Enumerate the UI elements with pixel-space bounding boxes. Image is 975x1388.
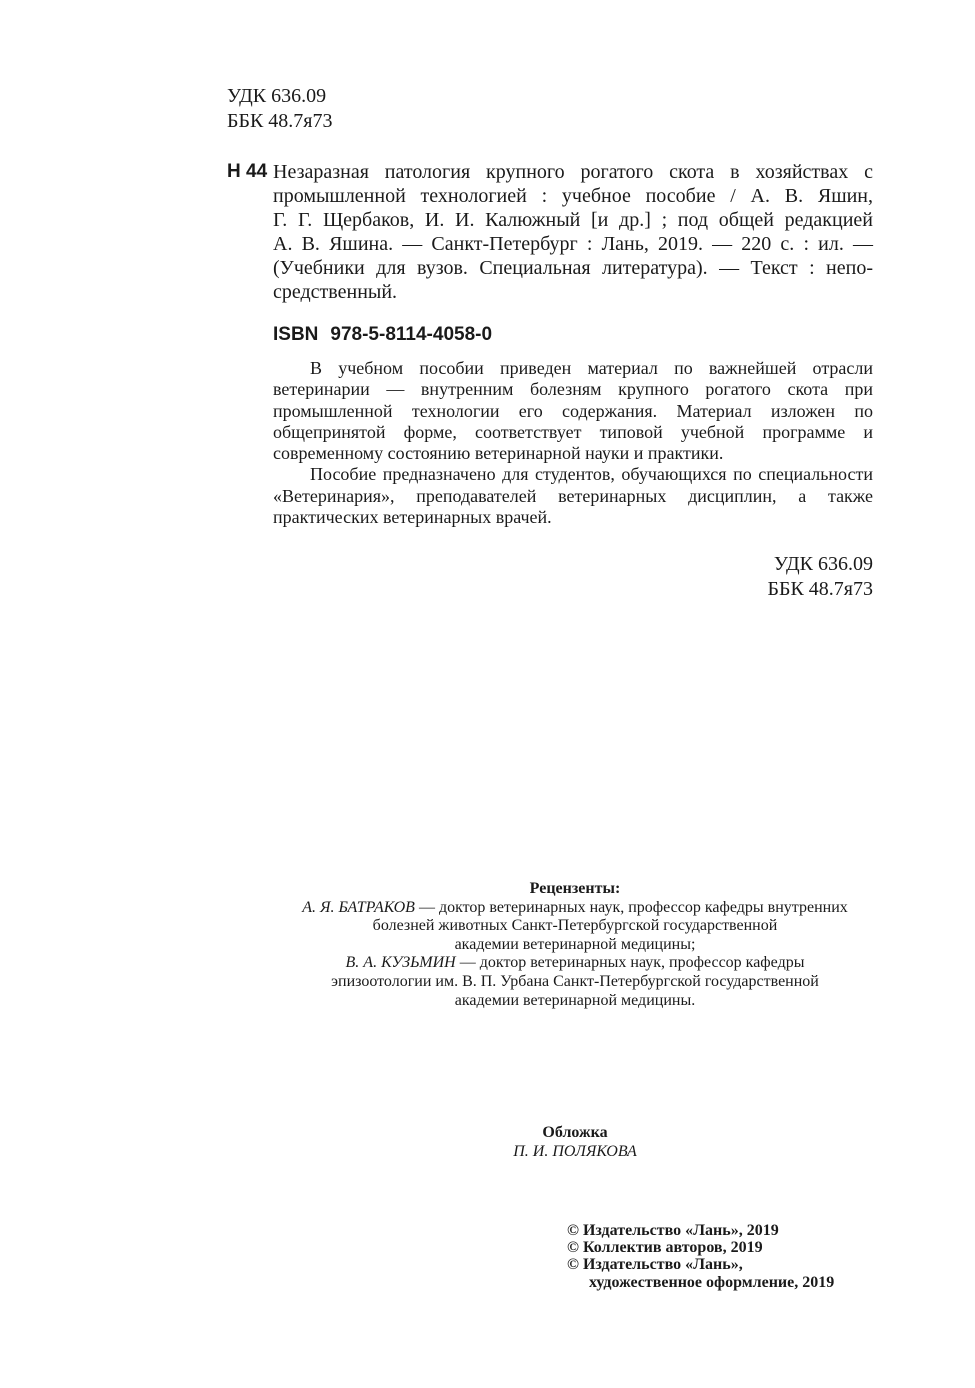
reviewer-credentials: болезней животных Санкт-Петербургской государственной xyxy=(372,917,778,935)
reviewer-credentials: академии ветеринарной медицины; xyxy=(454,935,696,953)
reviewer-entry xyxy=(200,899,950,918)
copyright-line: художественное оформление, 2019 xyxy=(589,1273,835,1291)
copyright-block xyxy=(567,1222,834,1291)
isbn-number: 978-5-8114-4058-0 xyxy=(330,324,493,345)
biblio-line: Незаразная патология крупного рогатого скота в хозяйствах с xyxy=(273,161,873,183)
reviewers-block xyxy=(200,880,950,1010)
udk-block-top xyxy=(227,84,333,134)
isbn-line xyxy=(273,323,492,347)
annotation-paragraph: Пособие предназначено для студентов, обучающихся по специальности «Ветеринария», преподавателей ветеринарных дисциплин, а также практических ветеринарных врачей. xyxy=(273,464,873,528)
author-sign: Н 44 xyxy=(227,161,268,182)
reviewer-credentials: — доктор ветеринарных наук, профессор кафедры xyxy=(455,954,805,972)
biblio-line: промышленной технологией : учебное пособие / А. В. Яшин, xyxy=(273,185,873,207)
bbk-code: ББК 48.7я73 xyxy=(767,578,873,600)
biblio-line: (Учебники для вузов. Специальная литература). — Текст : непо- xyxy=(273,257,873,279)
cover-heading: Обложка xyxy=(542,1124,608,1141)
copyright-line: © Издательство «Лань», xyxy=(567,1256,743,1274)
biblio-line: А. В. Яшина. — Санкт-Петербург : Лань, 2019. — 220 с. : ил. — xyxy=(273,233,873,255)
cover-credit xyxy=(200,1124,950,1161)
copyright-line: © Коллектив авторов, 2019 xyxy=(567,1239,763,1257)
udk-code: УДК 636.09 xyxy=(773,553,873,575)
biblio-line: средственный. xyxy=(273,281,398,303)
udk-block-right xyxy=(767,552,873,602)
annotation-paragraph: В учебном пособии приведен материал по важнейшей отрасли ветеринарии — внутренним болезням крупного рогатого скота при промышленной технологии его содержания. Материал изложен по общепринятой форме, соответствует типовой учебной программе и современному состоянию ветеринарной науки и практики. xyxy=(273,358,873,464)
bibliographic-record xyxy=(273,160,873,304)
reviewers-heading: Рецензенты: xyxy=(529,880,621,897)
cover-artist: П. И. ПОЛЯКОВА xyxy=(513,1142,637,1160)
copyright-line: © Издательство «Лань», 2019 xyxy=(567,1222,779,1239)
biblio-line: Г. Г. Щербаков, И. И. Калюжный [и др.] ; под общей редакцией xyxy=(273,209,873,231)
reviewer-name: А. Я. БАТРАКОВ xyxy=(302,898,415,916)
bbk-code: ББК 48.7я73 xyxy=(227,110,333,132)
reviewer-credentials: академии ветеринарной медицины. xyxy=(454,991,696,1009)
udk-code: УДК 636.09 xyxy=(227,85,327,107)
reviewer-credentials: — доктор ветеринарных наук, профессор кафедры внутренних xyxy=(414,898,848,916)
reviewer-credentials: эпизоотологии им. В. П. Урбана Санкт-Петербургской государственной xyxy=(331,972,819,990)
isbn-label: ISBN xyxy=(273,324,319,345)
annotation xyxy=(273,358,873,528)
reviewer-entry xyxy=(200,954,950,973)
reviewer-name: В. А. КУЗЬМИН xyxy=(345,954,456,972)
